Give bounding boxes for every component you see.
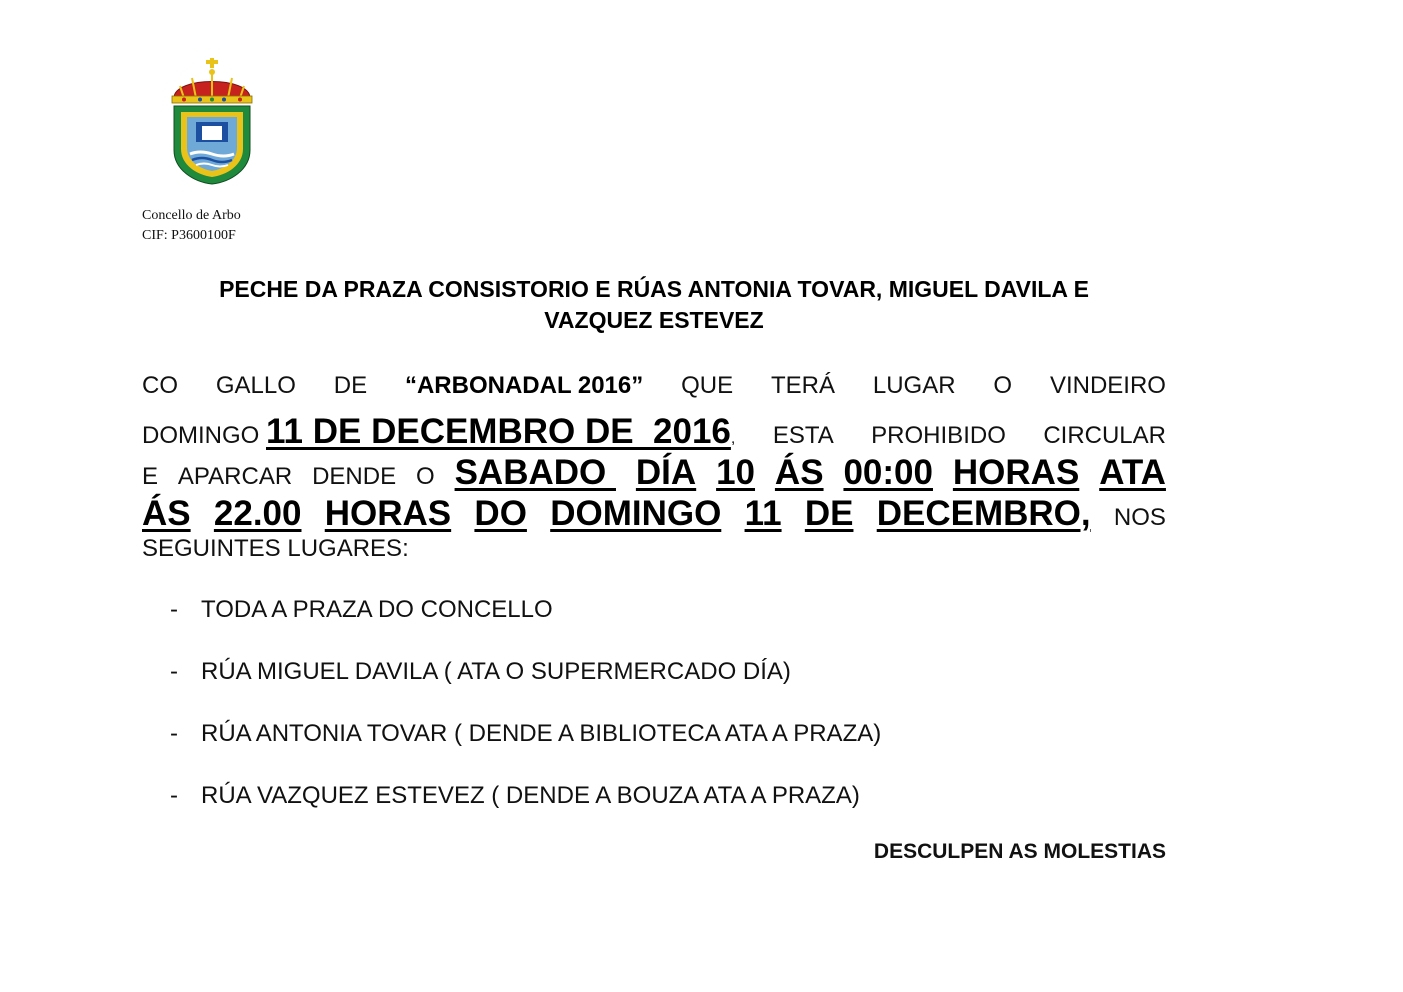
notice-word: ESTA xyxy=(772,422,834,449)
place-name: RÚA VAZQUEZ ESTEVEZ ( DENDE A BOUZA ATA A PRAZA) xyxy=(201,782,860,809)
notice-line-4 xyxy=(142,494,1166,535)
coat-of-arms-logo xyxy=(160,58,264,186)
closure-period: 10 xyxy=(716,453,756,492)
notice-word: O xyxy=(993,372,1013,399)
notice-line-2 xyxy=(142,412,1166,453)
list-marker: - xyxy=(170,720,178,747)
event-date: 11 DE DECEMBRO DE 2016 xyxy=(266,412,731,451)
notice-word: SEGUINTES LUGARES: xyxy=(142,535,409,562)
notice-word: O xyxy=(416,463,435,490)
closure-period: DÍA xyxy=(635,453,697,492)
list-item xyxy=(170,652,881,714)
closure-period: ATA xyxy=(1099,453,1166,492)
notice-word: CIRCULAR xyxy=(1043,422,1166,449)
organization-info xyxy=(142,206,241,246)
place-name: RÚA MIGUEL DAVILA ( ATA O SUPERMERCADO DÍA) xyxy=(201,658,791,685)
closure-period: HORAS xyxy=(324,494,452,533)
list-marker: - xyxy=(170,782,178,809)
notice-line-3 xyxy=(142,453,1166,494)
closure-period: 11 xyxy=(744,494,782,533)
notice-word: VINDEIRO xyxy=(1049,372,1166,399)
notice-punctuation: , xyxy=(730,430,736,447)
notice-word: LUGAR xyxy=(872,372,956,399)
notice-paragraph xyxy=(142,372,1166,571)
notice-word: GALLO xyxy=(215,372,296,399)
crown-icon xyxy=(172,58,252,103)
list-item xyxy=(170,714,881,776)
notice-word: E xyxy=(142,463,159,490)
place-name: TODA A PRAZA DO CONCELLO xyxy=(201,596,553,623)
title-line-2: VAZQUEZ ESTEVEZ xyxy=(544,307,764,333)
page-title xyxy=(142,274,1166,336)
list-item xyxy=(170,590,881,652)
notice-line-5 xyxy=(142,535,1166,571)
closure-period: SABADO xyxy=(454,453,616,492)
closure-period: ÁS xyxy=(774,453,824,492)
organization-name: Concello de Arbo xyxy=(142,208,241,223)
event-name: “ARBONADAL 2016” xyxy=(404,372,644,399)
list-item xyxy=(170,776,881,838)
notice-word: APARCAR xyxy=(177,463,293,490)
closure-period: DECEMBRO, xyxy=(876,494,1091,533)
closure-period: DOMINGO xyxy=(550,494,722,533)
notice-line-1 xyxy=(142,372,1166,412)
apology-footer: DESCULPEN AS MOLESTIAS xyxy=(873,840,1166,863)
notice-word: DOMINGO xyxy=(142,422,260,449)
notice-word: QUE xyxy=(681,372,734,399)
shield-icon xyxy=(174,106,250,184)
closure-period: HORAS xyxy=(952,453,1080,492)
closure-period: DO xyxy=(474,494,527,533)
place-name: RÚA ANTONIA TOVAR ( DENDE A BIBLIOTECA ATA A PRAZA) xyxy=(201,720,882,747)
closure-period: 22.00 xyxy=(213,494,302,533)
notice-word: NOS xyxy=(1113,504,1166,531)
notice-word: PROHIBIDO xyxy=(871,422,1006,449)
notice-word: DENDE xyxy=(312,463,397,490)
organization-cif: CIF: P3600100F xyxy=(142,228,236,243)
notice-word: TERÁ xyxy=(770,372,835,399)
notice-word: DE xyxy=(333,372,368,399)
closure-period: ÁS xyxy=(142,494,191,533)
closure-period: DE xyxy=(804,494,854,533)
list-marker: - xyxy=(170,658,178,685)
closed-places-list xyxy=(170,590,881,838)
title-line-1: PECHE DA PRAZA CONSISTORIO E RÚAS ANTONIA TOVAR, MIGUEL DAVILA E xyxy=(219,276,1089,302)
notice-word: CO xyxy=(142,372,178,399)
closure-period: 00:00 xyxy=(843,453,933,492)
list-marker: - xyxy=(170,596,178,623)
